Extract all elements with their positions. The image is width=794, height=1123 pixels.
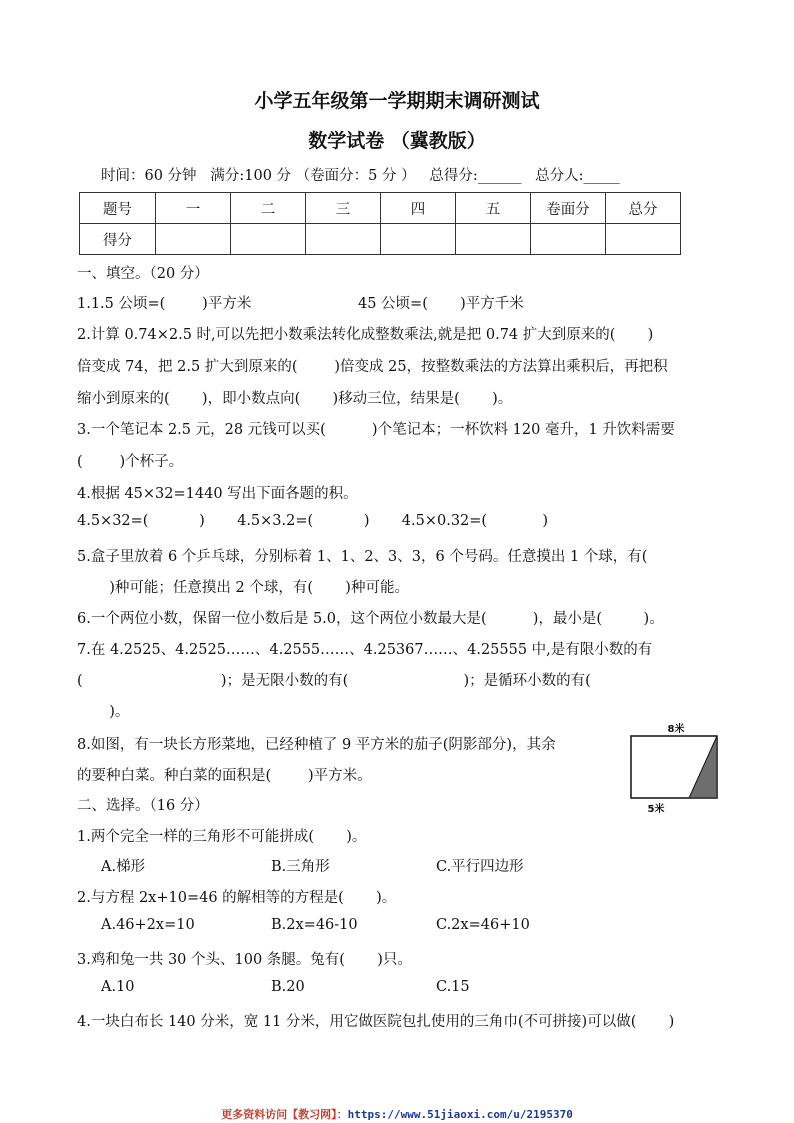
question-line: )种可能；任意摸出 2 个球，有( )种可能。 [77,580,409,596]
section2-heading: 二、选择。（16 分） [77,798,209,814]
choice-option[interactable]: A.10 [101,979,135,995]
score-table-cell: 题号 [80,193,156,224]
footer [0,1106,794,1122]
score-table-header-row [80,193,681,224]
choice-option[interactable]: A.46+2x=10 [101,917,195,933]
choice-question: 3.鸡和兔一共 30 个头、100 条腿。兔有( )只。 [77,952,412,968]
choice-question: 2.与方程 2x+10=46 的解相等的方程是( )。 [77,890,397,906]
question-line: 倍变成 74，把 2.5 扩大到原来的( )倍变成 25，按整数乘法的方法算出乘积后，再把积 [77,359,668,375]
figure-top-label: 8米 [667,724,685,735]
question-line: 6.一个两位小数，保留一位小数后是 5.0，这个两位小数最大是( )，最小是( )。 [77,611,664,627]
question-line: 8.如图，有一块长方形菜地，已经种植了 9 平方米的茄子(阴影部分)，其余 [77,737,556,753]
choice-option[interactable]: A.梯形 [101,859,146,875]
score-table-cell: 总分 [606,193,681,224]
score-blank-cell[interactable] [381,224,456,255]
footer-lead-text: 更多资料访问【教习网】： [221,1108,348,1121]
score-blank-cell[interactable] [606,224,681,255]
figure-bottom-label: 5米 [647,804,665,815]
page-subtitle: 数学试卷 （冀教版） [308,130,486,152]
score-table-cell: 得分 [80,224,156,255]
choice-option[interactable]: B.三角形 [271,859,330,875]
question-line: 缩小到原来的( )，即小数点向( )移动三位，结果是( )。 [77,391,513,407]
question-line: ( )个杯子。 [77,454,184,470]
page-title: 小学五年级第一学期期末调研测试 [254,90,540,112]
score-table-cell: 卷面分 [531,193,606,224]
score-table-cell: 五 [456,193,531,224]
score-table-cell: 四 [381,193,456,224]
score-table-score-row [80,224,681,255]
score-table-cell: 三 [306,193,381,224]
question-line: 5.盒子里放着 6 个乒乓球，分别标着 1、1、2、3、3，6 个号码。任意摸出 1 个球，有( [77,549,648,565]
score-table [79,192,681,255]
question-line: 3.一个笔记本 2.5 元，28 元钱可以买( )个笔记本；一杯饮料 120 毫升，1 升饮料需要 [77,422,675,438]
section1-heading: 一、填空。（20 分） [77,266,209,282]
score-blank-cell[interactable] [156,224,231,255]
vegetable-plot-figure [626,720,726,820]
choice-option[interactable]: C.15 [436,979,470,995]
question-line: 的要种白菜。种白菜的面积是( )平方米。 [77,768,372,784]
score-blank-cell[interactable] [456,224,531,255]
exam-info: 时间：60 分钟 满分:100 分 （卷面分：5 分 ） 总得分:______ 总分人:_____ [101,168,620,184]
score-table-cell: 一 [156,193,231,224]
question-line: ( )；是无限小数的有( )；是循环小数的有( [77,673,591,689]
choice-question: 4.一块白布长 140 分米，宽 11 分米，用它做医院包扎使用的三角巾(不可拼接)可以做( ) [77,1014,675,1030]
question-line: 4.5×32=( ) 4.5×3.2=( ) 4.5×0.32=( ) [77,513,549,529]
choice-option[interactable]: B.2x=46-10 [271,917,358,933]
question-line: 45 公顷=( )平方千米 [358,296,524,312]
choice-option[interactable]: B.20 [271,979,305,995]
footer-link[interactable]: https://www.51jiaoxi.com/u/2195370 [347,1108,573,1121]
question-line: 4.根据 45×32=1440 写出下面各题的积。 [77,486,358,502]
question-line: 7.在 4.2525、4.2525……、4.2555……、4.25367……、4.25555 中,是有限小数的有 [77,642,653,658]
score-blank-cell[interactable] [306,224,381,255]
score-blank-cell[interactable] [531,224,606,255]
shaded-triangle [689,736,717,798]
choice-option[interactable]: C.2x=46+10 [436,917,530,933]
choice-option[interactable]: C.平行四边形 [436,859,524,875]
choice-question: 1.两个完全一样的三角形不可能拼成( )。 [77,829,367,845]
score-table-cell: 二 [231,193,306,224]
question-line: )。 [77,704,130,720]
question-line: 2.计算 0.74×2.5 时,可以先把小数乘法转化成整数乘法,就是把 0.74 扩大到原来的( ) [77,327,654,343]
score-blank-cell[interactable] [231,224,306,255]
question-line: 1.1.5 公顷=( )平方米 [77,296,252,312]
